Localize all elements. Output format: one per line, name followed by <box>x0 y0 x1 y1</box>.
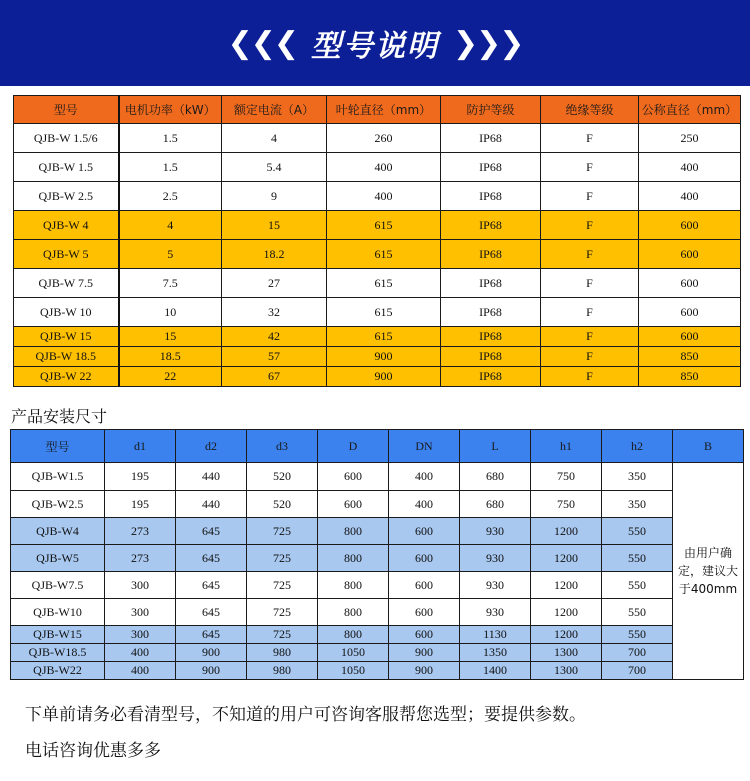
value-cell: 850 <box>639 367 741 387</box>
table-row <box>11 644 744 662</box>
value-cell: 900 <box>327 367 441 387</box>
value-cell: 800 <box>318 626 389 644</box>
value-cell: 680 <box>460 491 531 518</box>
model-cell: QJB-W22 <box>11 662 105 680</box>
model-cell: QJB-W 15 <box>14 327 119 347</box>
value-cell: 550 <box>602 572 673 599</box>
value-cell: 1300 <box>531 644 602 662</box>
table-row <box>14 367 741 387</box>
value-cell: 615 <box>327 240 441 269</box>
model-cell: QJB-W18.5 <box>11 644 105 662</box>
b-dimension-note: 由用户确定，建议大于400mm <box>673 463 744 680</box>
value-cell: 750 <box>531 491 602 518</box>
value-cell: 615 <box>327 269 441 298</box>
value-cell: 645 <box>176 572 247 599</box>
value-cell: 32 <box>222 298 327 327</box>
value-cell: 67 <box>222 367 327 387</box>
value-cell: 600 <box>389 545 460 572</box>
header-cell: 叶轮直径（mm） <box>327 96 441 124</box>
header-cell: d3 <box>247 430 318 463</box>
value-cell: 600 <box>639 269 741 298</box>
value-cell: 400 <box>105 644 176 662</box>
value-cell: 1200 <box>531 545 602 572</box>
value-cell: 725 <box>247 626 318 644</box>
value-cell: IP68 <box>441 298 541 327</box>
value-cell: 750 <box>531 463 602 491</box>
value-cell: 600 <box>389 626 460 644</box>
value-cell: 350 <box>602 491 673 518</box>
value-cell: 930 <box>460 518 531 545</box>
model-cell: QJB-W1.5 <box>11 463 105 491</box>
value-cell: F <box>541 240 639 269</box>
value-cell: 700 <box>602 662 673 680</box>
header-cell: 型号 <box>11 430 105 463</box>
value-cell: 27 <box>222 269 327 298</box>
value-cell: 800 <box>318 599 389 626</box>
value-cell: 600 <box>318 491 389 518</box>
value-cell: F <box>541 153 639 182</box>
title-banner <box>0 0 750 86</box>
value-cell: 600 <box>389 599 460 626</box>
value-cell: 980 <box>247 644 318 662</box>
header-cell: 型号 <box>14 96 119 124</box>
value-cell: 7.5 <box>119 269 222 298</box>
value-cell: 645 <box>176 626 247 644</box>
table-row <box>14 240 741 269</box>
header-cell: B <box>673 430 744 463</box>
value-cell: 1.5 <box>119 124 222 153</box>
table-row <box>14 327 741 347</box>
value-cell: 10 <box>119 298 222 327</box>
header-cell: 额定电流（A） <box>222 96 327 124</box>
value-cell: 18.5 <box>119 347 222 367</box>
header-cell: DN <box>389 430 460 463</box>
table-row <box>14 211 741 240</box>
header-cell: h2 <box>602 430 673 463</box>
value-cell: F <box>541 124 639 153</box>
header-cell: 公称直径（mm） <box>639 96 741 124</box>
value-cell: F <box>541 347 639 367</box>
header-cell: h1 <box>531 430 602 463</box>
value-cell: 400 <box>327 182 441 211</box>
value-cell: 300 <box>105 599 176 626</box>
value-cell: 550 <box>602 599 673 626</box>
value-cell: 1350 <box>460 644 531 662</box>
value-cell: 42 <box>222 327 327 347</box>
header-cell: 绝缘等级 <box>541 96 639 124</box>
header-cell: 防护等级 <box>441 96 541 124</box>
value-cell: 1050 <box>318 644 389 662</box>
model-cell: QJB-W15 <box>11 626 105 644</box>
value-cell: 900 <box>389 662 460 680</box>
value-cell: 1130 <box>460 626 531 644</box>
value-cell: 800 <box>318 545 389 572</box>
install-size-table <box>10 429 744 680</box>
table-row <box>11 463 744 491</box>
table-row <box>14 182 741 211</box>
value-cell: 615 <box>327 211 441 240</box>
value-cell: IP68 <box>441 269 541 298</box>
header-cell: L <box>460 430 531 463</box>
value-cell: 550 <box>602 626 673 644</box>
table-row <box>11 545 744 572</box>
value-cell: 260 <box>327 124 441 153</box>
model-cell: QJB-W 18.5 <box>14 347 119 367</box>
section-title: 产品安装尺寸 <box>11 407 108 426</box>
value-cell: 645 <box>176 599 247 626</box>
value-cell: 57 <box>222 347 327 367</box>
value-cell: 600 <box>639 298 741 327</box>
value-cell: 725 <box>247 545 318 572</box>
value-cell: 5 <box>119 240 222 269</box>
value-cell: F <box>541 298 639 327</box>
value-cell: 930 <box>460 599 531 626</box>
value-cell: 1.5 <box>119 153 222 182</box>
order-note: 下单前请务必看清型号，不知道的用户可咨询客服帮您选型；要提供参数。 <box>25 705 586 725</box>
value-cell: 400 <box>105 662 176 680</box>
value-cell: 15 <box>222 211 327 240</box>
value-cell: IP68 <box>441 347 541 367</box>
value-cell: F <box>541 327 639 347</box>
value-cell: IP68 <box>441 124 541 153</box>
value-cell: 900 <box>389 644 460 662</box>
value-cell: IP68 <box>441 211 541 240</box>
value-cell: IP68 <box>441 240 541 269</box>
value-cell: F <box>541 211 639 240</box>
page-title: 型号说明 <box>311 29 439 64</box>
value-cell: 400 <box>639 153 741 182</box>
table-row <box>14 347 741 367</box>
table-row <box>11 518 744 545</box>
value-cell: 725 <box>247 599 318 626</box>
model-cell: QJB-W7.5 <box>11 572 105 599</box>
value-cell: 1050 <box>318 662 389 680</box>
model-cell: QJB-W 5 <box>14 240 119 269</box>
value-cell: 600 <box>389 518 460 545</box>
value-cell: 600 <box>639 327 741 347</box>
value-cell: 600 <box>639 240 741 269</box>
table-row <box>11 626 744 644</box>
table-row <box>14 269 741 298</box>
value-cell: 1200 <box>531 626 602 644</box>
value-cell: 9 <box>222 182 327 211</box>
value-cell: 700 <box>602 644 673 662</box>
table-row <box>11 599 744 626</box>
model-cell: QJB-W 22 <box>14 367 119 387</box>
value-cell: IP68 <box>441 153 541 182</box>
value-cell: 600 <box>639 211 741 240</box>
value-cell: 980 <box>247 662 318 680</box>
value-cell: 1200 <box>531 572 602 599</box>
size-table-header-row <box>11 430 744 463</box>
model-cell: QJB-W 7.5 <box>14 269 119 298</box>
model-cell: QJB-W 4 <box>14 211 119 240</box>
value-cell: 725 <box>247 518 318 545</box>
value-cell: 930 <box>460 545 531 572</box>
value-cell: F <box>541 182 639 211</box>
model-cell: QJB-W 1.5 <box>14 153 119 182</box>
value-cell: 1300 <box>531 662 602 680</box>
value-cell: 440 <box>176 463 247 491</box>
value-cell: 600 <box>318 463 389 491</box>
model-cell: QJB-W5 <box>11 545 105 572</box>
value-cell: 1200 <box>531 599 602 626</box>
header-cell: 电机功率（kW） <box>119 96 222 124</box>
value-cell: 1200 <box>531 518 602 545</box>
value-cell: 400 <box>639 182 741 211</box>
value-cell: 900 <box>176 662 247 680</box>
right-chevrons-icon: ❯❯❯ <box>453 25 523 61</box>
left-chevrons-icon: ❮❮❮ <box>227 25 297 61</box>
table-row <box>11 572 744 599</box>
value-cell: 273 <box>105 518 176 545</box>
table-row <box>11 662 744 680</box>
model-cell: QJB-W 10 <box>14 298 119 327</box>
value-cell: 4 <box>119 211 222 240</box>
value-cell: IP68 <box>441 327 541 347</box>
table-row <box>14 124 741 153</box>
value-cell: 400 <box>327 153 441 182</box>
value-cell: 550 <box>602 545 673 572</box>
header-cell: d2 <box>176 430 247 463</box>
value-cell: 520 <box>247 491 318 518</box>
value-cell: 520 <box>247 463 318 491</box>
value-cell: 600 <box>389 572 460 599</box>
value-cell: 615 <box>327 298 441 327</box>
table-row <box>11 491 744 518</box>
value-cell: 400 <box>389 491 460 518</box>
model-spec-table <box>13 95 741 387</box>
value-cell: 725 <box>247 572 318 599</box>
value-cell: 680 <box>460 463 531 491</box>
value-cell: 900 <box>327 347 441 367</box>
model-cell: QJB-W4 <box>11 518 105 545</box>
model-cell: QJB-W 1.5/6 <box>14 124 119 153</box>
value-cell: 800 <box>318 572 389 599</box>
value-cell: 350 <box>602 463 673 491</box>
value-cell: 300 <box>105 626 176 644</box>
value-cell: 645 <box>176 518 247 545</box>
value-cell: 15 <box>119 327 222 347</box>
value-cell: 440 <box>176 491 247 518</box>
value-cell: 930 <box>460 572 531 599</box>
value-cell: 4 <box>222 124 327 153</box>
value-cell: 850 <box>639 347 741 367</box>
value-cell: 2.5 <box>119 182 222 211</box>
value-cell: 615 <box>327 327 441 347</box>
value-cell: 273 <box>105 545 176 572</box>
value-cell: 645 <box>176 545 247 572</box>
value-cell: IP68 <box>441 367 541 387</box>
model-table-header-row <box>14 96 741 124</box>
model-cell: QJB-W2.5 <box>11 491 105 518</box>
value-cell: 22 <box>119 367 222 387</box>
value-cell: 5.4 <box>222 153 327 182</box>
value-cell: 300 <box>105 572 176 599</box>
value-cell: 195 <box>105 491 176 518</box>
value-cell: F <box>541 269 639 298</box>
value-cell: 550 <box>602 518 673 545</box>
table-row <box>14 153 741 182</box>
phone-note: 电话咨询优惠多多 <box>25 741 161 761</box>
model-cell: QJB-W10 <box>11 599 105 626</box>
value-cell: 195 <box>105 463 176 491</box>
header-cell: d1 <box>105 430 176 463</box>
value-cell: 900 <box>176 644 247 662</box>
header-cell: D <box>318 430 389 463</box>
value-cell: 400 <box>389 463 460 491</box>
value-cell: 250 <box>639 124 741 153</box>
value-cell: 18.2 <box>222 240 327 269</box>
value-cell: 1400 <box>460 662 531 680</box>
table-row <box>14 298 741 327</box>
value-cell: 800 <box>318 518 389 545</box>
value-cell: F <box>541 367 639 387</box>
model-cell: QJB-W 2.5 <box>14 182 119 211</box>
value-cell: IP68 <box>441 182 541 211</box>
